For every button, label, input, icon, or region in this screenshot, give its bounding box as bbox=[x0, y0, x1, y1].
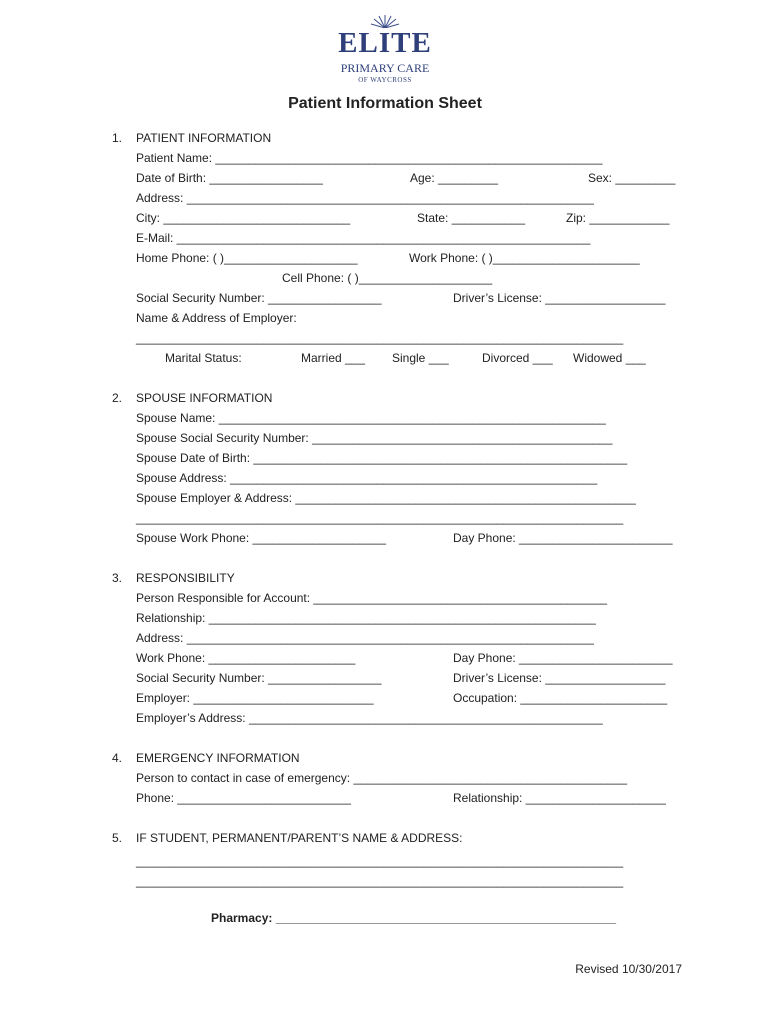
drivers-license-field[interactable]: Driver’s License: __________________ bbox=[453, 291, 666, 305]
section-3-number: 3. bbox=[112, 571, 123, 585]
spouse-dob-field[interactable]: Spouse Date of Birth: ________________________________________________________ bbox=[136, 451, 628, 465]
emergency-contact-field[interactable]: Person to contact in case of emergency: _________________________________________ bbox=[136, 771, 628, 785]
section-3-heading: RESPONSIBILITY bbox=[136, 571, 235, 585]
responsible-day-phone-field[interactable]: Day Phone: _______________________ bbox=[453, 651, 673, 665]
work-phone-field[interactable]: Work Phone: ( )______________________ bbox=[409, 251, 640, 265]
cell-phone-field[interactable]: Cell Phone: ( )____________________ bbox=[282, 271, 493, 285]
married-option[interactable]: Married ___ bbox=[301, 351, 366, 365]
section-2-heading: SPOUSE INFORMATION bbox=[136, 391, 273, 405]
spouse-ssn-field[interactable]: Spouse Social Security Number: _____________________________________________ bbox=[136, 431, 613, 445]
responsible-license-field[interactable]: Driver’s License: __________________ bbox=[453, 671, 666, 685]
student-line-2[interactable]: _________________________________________________________________________ bbox=[136, 874, 624, 888]
ssn-field[interactable]: Social Security Number: _________________ bbox=[136, 291, 382, 305]
responsible-ssn-field[interactable]: Social Security Number: _________________ bbox=[136, 671, 382, 685]
spouse-name-field[interactable]: Spouse Name: __________________________________________________________ bbox=[136, 411, 606, 425]
zip-field[interactable]: Zip: ____________ bbox=[566, 211, 670, 225]
employer-line[interactable]: _________________________________________________________________________ bbox=[136, 331, 624, 345]
responsible-person-field[interactable]: Person Responsible for Account: ____________________________________________ bbox=[136, 591, 608, 605]
emergency-phone-field[interactable]: Phone: __________________________ bbox=[136, 791, 351, 805]
responsible-work-phone-field[interactable]: Work Phone: ______________________ bbox=[136, 651, 356, 665]
email-field[interactable]: E-Mail: ______________________________________________________________ bbox=[136, 231, 591, 245]
age-field[interactable]: Age: _________ bbox=[410, 171, 499, 185]
sex-field[interactable]: Sex: _________ bbox=[588, 171, 676, 185]
home-phone-field[interactable]: Home Phone: ( )____________________ bbox=[136, 251, 358, 265]
section-1-number: 1. bbox=[112, 131, 123, 145]
single-option[interactable]: Single ___ bbox=[392, 351, 449, 365]
date-of-birth-field[interactable]: Date of Birth: _________________ bbox=[136, 171, 323, 185]
section-5-heading: IF STUDENT, PERMANENT/PARENT’S NAME & ADDRESS: bbox=[136, 831, 463, 845]
spouse-employer-field[interactable]: Spouse Employer & Address: ___________________________________________________ bbox=[136, 491, 636, 505]
responsible-employer-field[interactable]: Employer: ___________________________ bbox=[136, 691, 374, 705]
pharmacy-field[interactable]: Pharmacy: ___________________________________________________ bbox=[211, 911, 617, 925]
patient-name-field[interactable]: Patient Name: __________________________________________________________ bbox=[136, 151, 603, 165]
responsible-occupation-field[interactable]: Occupation: ______________________ bbox=[453, 691, 668, 705]
spouse-employer-line[interactable]: _________________________________________________________________________ bbox=[136, 511, 624, 525]
responsible-employer-address-field[interactable]: Employer’s Address: _____________________________________________________ bbox=[136, 711, 603, 725]
spouse-day-phone-field[interactable]: Day Phone: _______________________ bbox=[453, 531, 673, 545]
revision-date: Revised 10/30/2017 bbox=[575, 962, 682, 976]
sunburst-icon bbox=[370, 14, 400, 28]
spouse-address-field[interactable]: Spouse Address: _______________________________________________________ bbox=[136, 471, 598, 485]
address-field[interactable]: Address: _____________________________________________________________ bbox=[136, 191, 594, 205]
logo-subtitle: PRIMARY CARE bbox=[340, 61, 430, 75]
student-line-1[interactable]: _________________________________________________________________________ bbox=[136, 854, 624, 868]
city-field[interactable]: City: ____________________________ bbox=[136, 211, 351, 225]
logo-location: OF WAYCROSS bbox=[358, 76, 412, 84]
spouse-work-phone-field[interactable]: Spouse Work Phone: ____________________ bbox=[136, 531, 386, 545]
section-1-heading: PATIENT INFORMATION bbox=[136, 131, 272, 145]
emergency-relationship-field[interactable]: Relationship: _____________________ bbox=[453, 791, 666, 805]
elite-primary-care-logo bbox=[330, 14, 440, 86]
employer-label: Name & Address of Employer: bbox=[136, 311, 297, 325]
marital-status-label: Marital Status: bbox=[165, 351, 242, 365]
page-title: Patient Information Sheet bbox=[288, 95, 482, 112]
section-2-number: 2. bbox=[112, 391, 123, 405]
divorced-option[interactable]: Divorced ___ bbox=[482, 351, 553, 365]
widowed-option[interactable]: Widowed ___ bbox=[573, 351, 646, 365]
section-5-number: 5. bbox=[112, 831, 123, 845]
state-field[interactable]: State: ___________ bbox=[417, 211, 526, 225]
responsible-address-field[interactable]: Address: _____________________________________________________________ bbox=[136, 631, 594, 645]
section-4-number: 4. bbox=[112, 751, 123, 765]
section-4-heading: EMERGENCY INFORMATION bbox=[136, 751, 300, 765]
responsible-relationship-field[interactable]: Relationship: __________________________________________________________ bbox=[136, 611, 596, 625]
logo-brand: ELITE bbox=[338, 27, 432, 59]
